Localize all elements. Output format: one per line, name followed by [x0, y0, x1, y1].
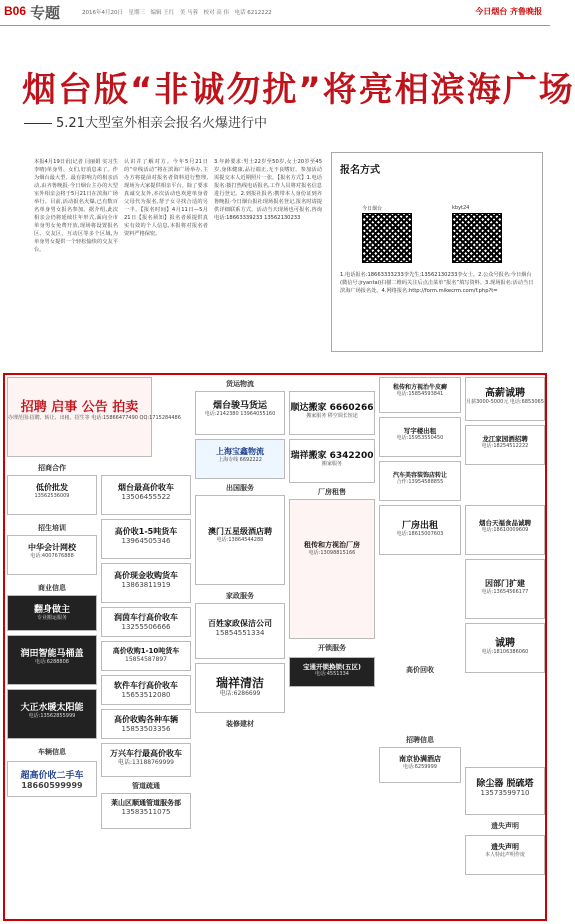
ad-item [7, 689, 97, 739]
ad-text: 电话:18610009609 [481, 527, 529, 533]
category-label: 开锁服务 [318, 644, 346, 652]
headline: 烟台版“非诚勿扰”将亮相滨海广场 [22, 70, 575, 110]
ad-title: 遗失声明 [491, 843, 519, 851]
ad-title: 租传和方视治牛皮癣 [392, 384, 447, 391]
ad-text: 电话:13188769999 [117, 759, 174, 766]
ad-text: 电话:6259999 [403, 764, 437, 770]
ad-text: 电话:13864544288 [216, 537, 264, 543]
category-label: 遗失声明 [491, 822, 519, 830]
ad-title: 超高价收二手车 [20, 771, 84, 781]
ad-title: 低价批发 [36, 483, 68, 492]
ad-item [101, 563, 191, 603]
ad-item [379, 417, 461, 457]
ad-text: 15653512080 [121, 691, 171, 699]
qr-code-2 [452, 213, 502, 263]
ad-item [195, 439, 285, 479]
ad-notice [7, 377, 181, 457]
category-label: 厂房租售 [318, 488, 346, 496]
ad-item [7, 635, 97, 685]
subheadline: 5.21大型室外相亲会报名火爆进行中 [24, 112, 267, 131]
ad-item [101, 675, 191, 705]
ad-item [465, 377, 545, 421]
ad-text: 电话:15854593841 [396, 391, 444, 397]
ad-item [7, 535, 97, 575]
qr-code-1 [362, 213, 412, 263]
category-label: 高价回收 [406, 666, 434, 674]
ad-item [465, 505, 545, 555]
category-label: 管道疏通 [132, 782, 160, 790]
ad-text: 13506455522 [121, 493, 171, 501]
ad-item [379, 461, 461, 501]
ad-item [7, 475, 97, 515]
ad-title: 瑞祥搬家 6342200 [290, 451, 374, 461]
article-column-2: 认识并了解对方。今年5月21日的“牵线活动”将在滨海广场举办,主办方将提前对报名者资料进行整理,现场为大家提供相亲平台。除了要求真诚交友外,本次活动也欢迎单身者父母代为报名,帮子女寻找合适的另一半。【报名时间】4月11日—5月21日【报名须知】报名者须提供真实有效的个人信息,本报将对报名者资料严格保密。 [124, 159, 208, 237]
ad-title: 烟台骏马货运 [212, 401, 267, 411]
section-title: 专题 [30, 4, 61, 22]
ad-text: 13583511075 [121, 808, 171, 816]
newspaper-logo: 今日烟台 齐鲁晚报 [475, 7, 542, 16]
ad-item [379, 505, 461, 555]
ad-title: 龙江家园酒招聘 [482, 435, 528, 443]
article-column-3: 3.年龄要求:男士22岁至50岁,女士20岁至45岁,身体健康,品行端正,无不良嗜好。参加活动需提交本人近期照片一张。【报名方式】1.电话报名:拨打热线电话报名,工作人员将对报名信息进行登记。2.到报社报名:携带本人身份证到齐鲁晚报·今日烟台报社现场报名登记,报名时请提供详细联系方式。活动当天现场也可报名,咨询电话:18663339233 13562130233 [214, 159, 322, 221]
signup-box [331, 152, 543, 352]
ad-title: 中华会计网校 [28, 543, 76, 552]
ad-title: 大正水暖太阳能 [20, 703, 84, 713]
category-label: 家政服务 [226, 592, 254, 600]
ad-text: 13964505346 [121, 537, 171, 545]
ad-item [101, 607, 191, 637]
ad-title: 软件车行高价收车 [114, 681, 178, 690]
ad-title: 百姓家政保洁公司 [208, 619, 272, 628]
ad-text: 13255506666 [121, 623, 171, 631]
ad-title: 烟台最高价收车 [118, 483, 174, 492]
ad-title: 澳门五星级酒店聘 [208, 527, 272, 536]
ad-text: 18660599999 [21, 781, 83, 790]
ad-title: 南京协满酒店 [399, 755, 441, 763]
ad-text: 电话:4007676888 [30, 553, 74, 559]
ad-text: 上海专线 6692222 [218, 457, 262, 463]
page-number: B06 [4, 4, 27, 18]
ad-text: 搬家服务 [321, 461, 342, 467]
ad-title: 瑞祥清洁 [215, 676, 264, 690]
ad-title: 诚聘 [495, 638, 515, 649]
ad-title: 万兴车行最高价收车 [110, 749, 182, 758]
issue-meta: 2016年4月20日 星期三 编辑 王红 美 马蓉 校对 高 伟 电话 6212222 [82, 10, 272, 16]
ad-title: 厂房出租 [401, 521, 438, 531]
ad-text: 15853503356 [121, 725, 171, 733]
ad-text: 电话:18106386060 [481, 649, 529, 655]
ad-item [289, 499, 375, 639]
ad-item [101, 709, 191, 739]
ad-item [465, 623, 545, 673]
ad-title: 除尘器 脱硫塔 [476, 779, 534, 789]
ad-text: 电话:6288808 [35, 659, 69, 665]
category-label: 出国服务 [226, 484, 254, 492]
ad-item [101, 475, 191, 515]
ad-text: 电话:18254512222 [481, 443, 529, 449]
ad-item [195, 663, 285, 713]
ad-item [465, 425, 545, 465]
ad-text: 13573599710 [480, 789, 530, 797]
ad-text: 电话:18615007603 [396, 531, 444, 537]
ad-title: 翻身做主 [33, 605, 70, 615]
ad-item [7, 761, 97, 797]
ad-text: 电话:6286699 [219, 690, 261, 697]
ad-title: 因部门扩建 [485, 579, 525, 588]
ad-item [195, 603, 285, 659]
ad-item [379, 747, 461, 783]
qr-label-2: kbyt24 [452, 205, 470, 211]
ad-item [465, 835, 545, 875]
category-label: 车辆信息 [38, 748, 66, 756]
ad-title: 汽车美容装饰店转让 [392, 472, 447, 479]
ad-item [289, 657, 375, 687]
qr-label-1: 今日烟台 [362, 206, 383, 212]
ad-text: 本人特此声明作废 [484, 852, 525, 858]
article-column-1: 本报4月19日讯(记者 闫丽娟 实习生 李晴)单身男、女们,好消息来了。作为烟台最大型、最有影响力的相亲活动,由齐鲁晚报·今日烟台主办的大型室外相亲会将于5月21日在滨海广场举行。目前,活动报名火爆,已有数百名单身男女报名参加。据介绍,此次相亲会仍将延续往年形式,面向全市单身男女免费开放,现场将设置报名区、交友区、互动区等多个区域,为单身男女提供一个轻松愉快的交友平台。 [34, 159, 118, 253]
ad-text: 办理范围:招聘、转让、出租、招生等 电话:15866477490 QQ:1715284486 [8, 415, 181, 421]
ad-text: 电话:13562855999 [28, 713, 76, 719]
ad-item [195, 391, 285, 435]
ad-item [101, 743, 191, 777]
ad-title: 高价收购各种车辆 [114, 715, 178, 724]
ad-title: 高价收1-5吨货车 [114, 527, 178, 536]
ad-item [101, 793, 191, 829]
ad-item [465, 767, 545, 815]
ad-title: 润田智能马桶盖 [20, 649, 84, 659]
ad-text: 月薪3000-5000元 电话:6853065 [466, 399, 544, 405]
ad-title: 招聘 启事 公告 拍卖 [20, 400, 139, 415]
category-label: 货运物流 [226, 380, 254, 388]
ad-text: 合作:13954588855 [396, 479, 444, 485]
ad-title: 莱山区顺通管道服务部 [111, 799, 181, 807]
ad-title: 顺达搬家 6660266 [290, 403, 374, 413]
category-label: 招生培训 [38, 524, 66, 532]
ad-text: 15854587897 [125, 656, 167, 663]
ad-text: 搬家服务 移空调长短途 [306, 413, 358, 419]
page-header [0, 0, 550, 26]
ad-title: 高价现金收购货车 [114, 571, 178, 580]
ad-title: 租传和方视治厂房 [304, 541, 360, 549]
ad-title: 上海宝鑫物流 [216, 447, 264, 456]
ad-title: 润茵车行高价收车 [114, 613, 178, 622]
ad-text: 15854551334 [215, 629, 265, 637]
ad-item [289, 439, 375, 483]
ad-title: 高薪诚聘 [485, 388, 525, 399]
ad-item [101, 519, 191, 559]
ad-item [379, 377, 461, 413]
category-label: 招聘信息 [406, 736, 434, 744]
ad-text: 专业搬运服务 [36, 615, 67, 621]
ad-text: 电话:13098815166 [308, 550, 356, 556]
ad-item [195, 495, 285, 585]
ad-text: 电话:4551334 [315, 671, 349, 677]
ad-title: 高价收购1-10吨货车 [112, 647, 180, 655]
classified-ads [3, 373, 547, 921]
ad-title: 宝通开锁换锁(五区) [303, 663, 361, 671]
ad-text: 电话:2142380 13964055160 [204, 411, 276, 417]
ad-text: 电话:15953550450 [396, 435, 444, 441]
signup-title: 报名方式 [340, 165, 380, 176]
category-label: 招商合作 [38, 464, 66, 472]
ad-item [101, 641, 191, 671]
category-label: 商业信息 [38, 584, 66, 592]
ad-item [289, 391, 375, 435]
ad-text: 电话:13654566177 [481, 589, 529, 595]
ad-text: 13863811919 [121, 581, 171, 589]
signup-text: 1.电话报名:18663333233李先生;13562130233李女士。2.公众号报名:今日烟台(微信号:jryantai)扫描二维码关注后点击菜单“报名”填写资料。3.现场报名:活动当日滨海广场报名处。4.网络报名:http://form.mikecrm.com/f.php?t= [340, 272, 534, 294]
ad-title: 写字楼出租 [403, 427, 437, 435]
ad-item [7, 595, 97, 631]
ad-title: 烟台天福食品诚聘 [479, 519, 531, 527]
category-label: 装修建材 [226, 720, 254, 728]
ad-item [465, 559, 545, 619]
ad-text: 13562536009 [34, 493, 70, 499]
